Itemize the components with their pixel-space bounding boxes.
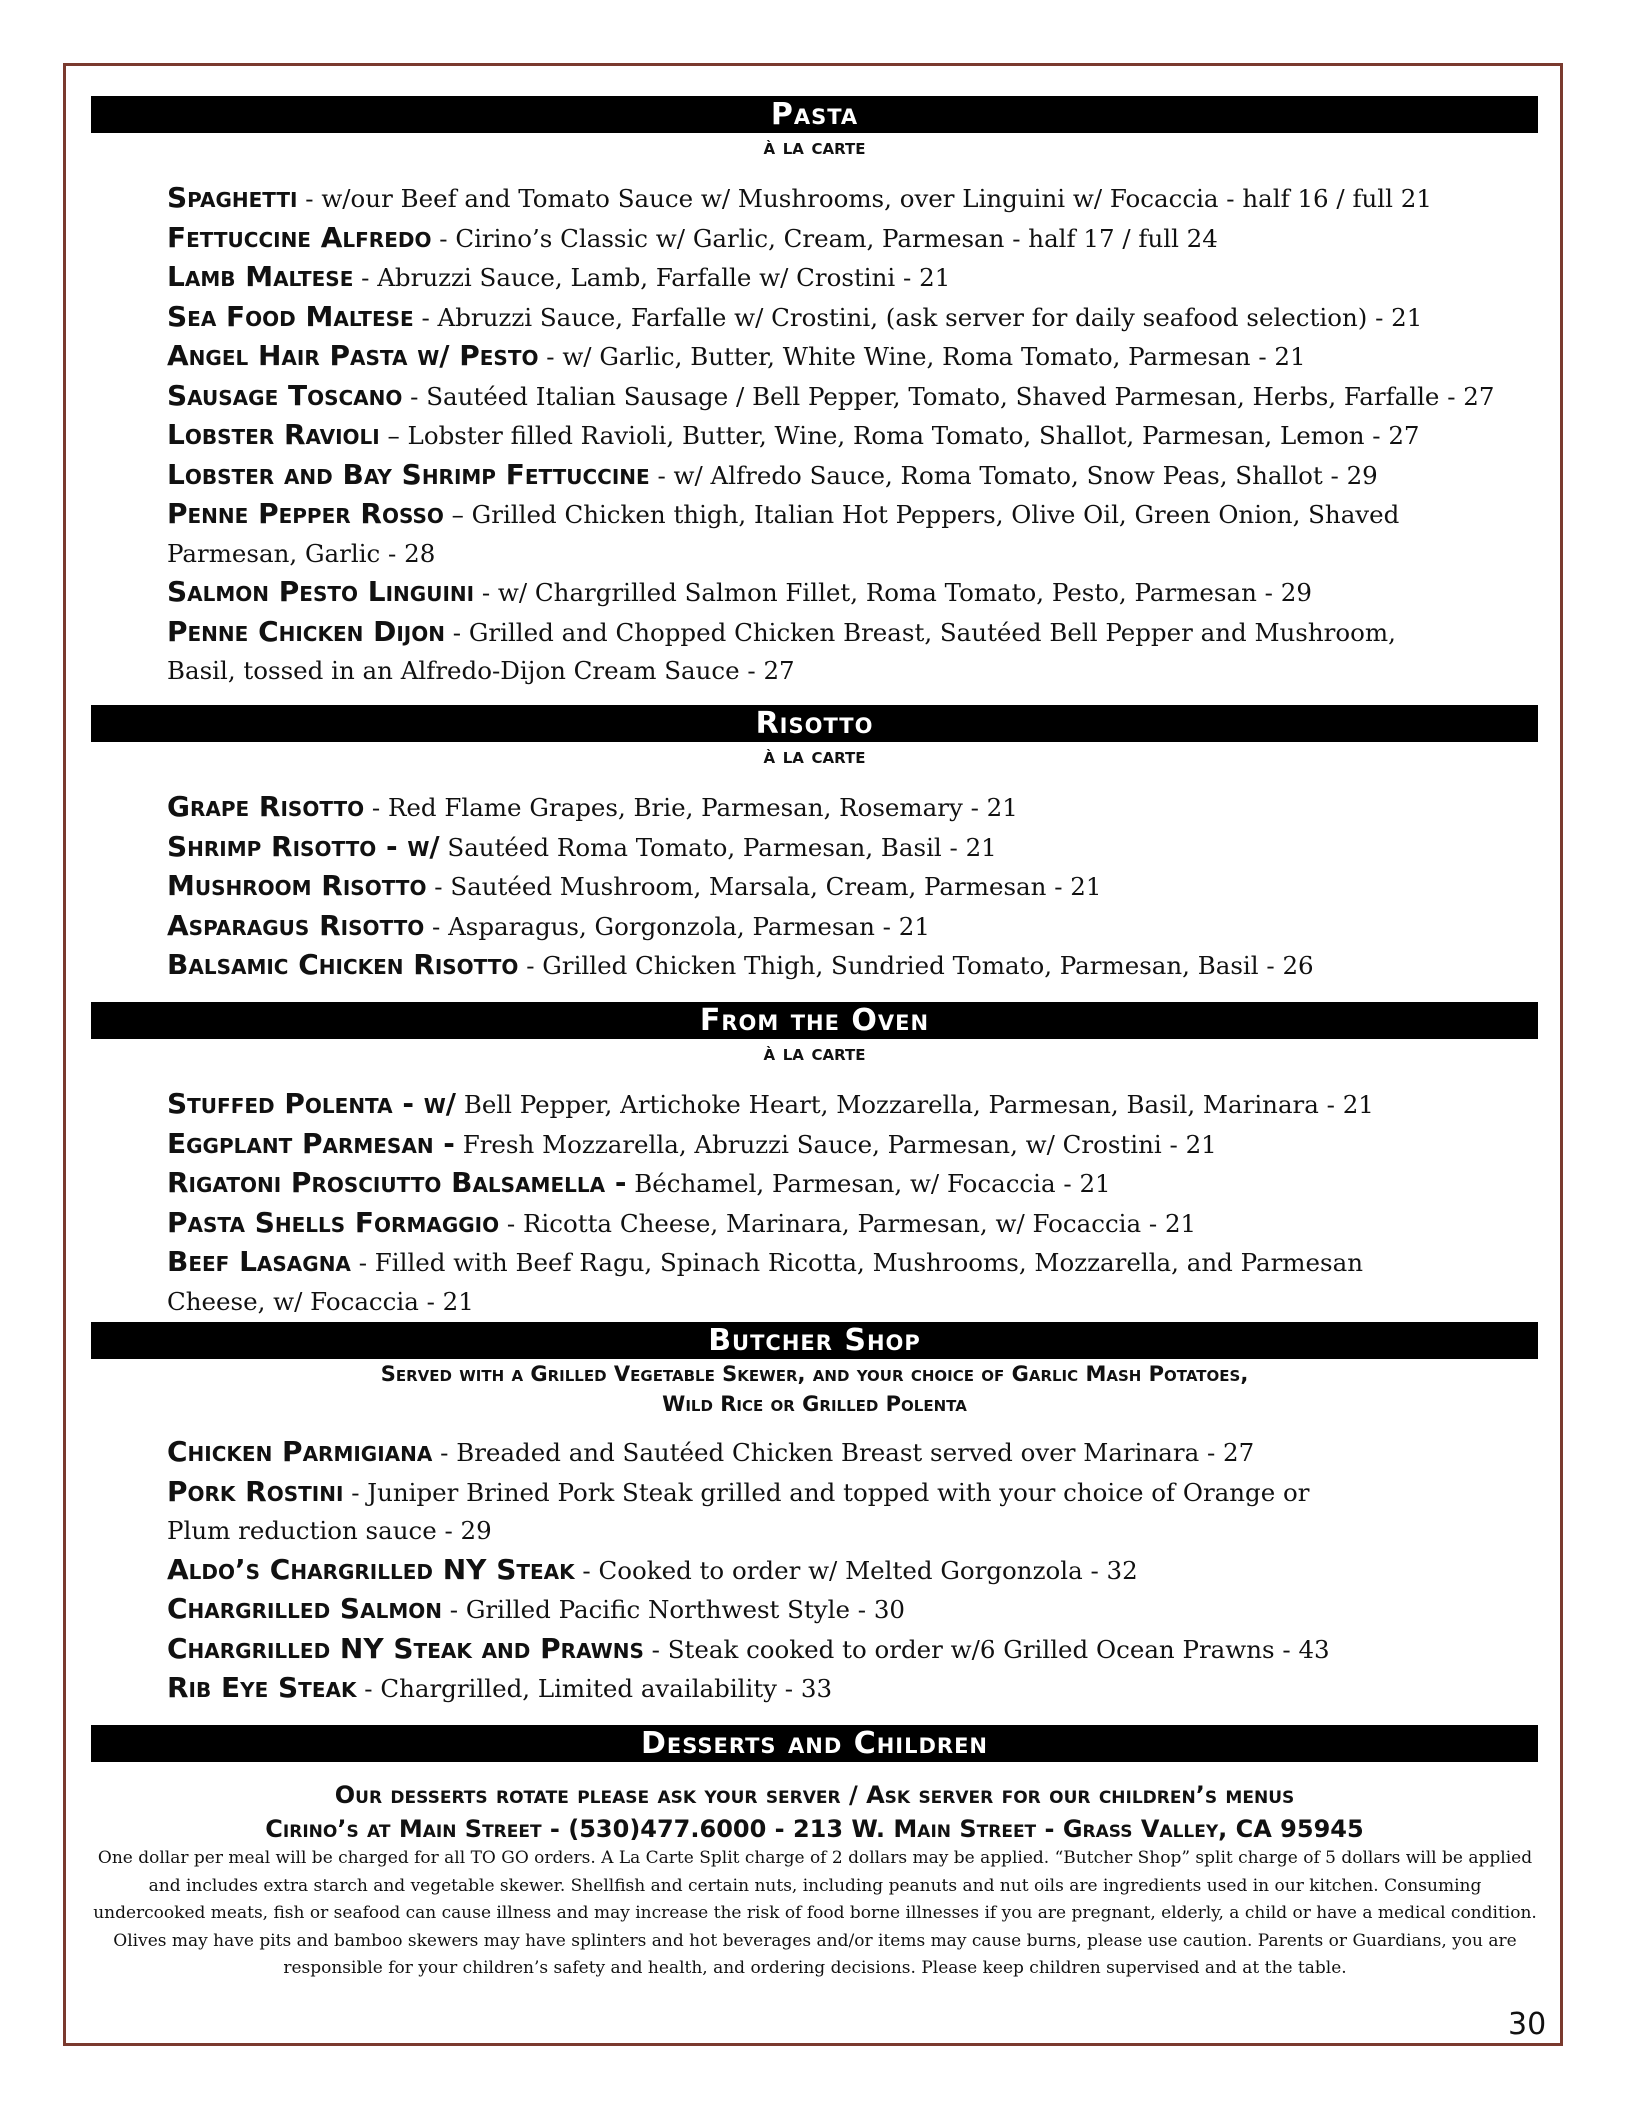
item-desc: Bell Pepper, Artichoke Heart, Mozzarella, Parmesan, Basil, Marinara - 21	[456, 1090, 1374, 1119]
item-desc: - Filled with Beef Ragu, Spinach Ricotta, Mushrooms, Mozzarella, and Parmesan Cheese, w/ Focaccia - 21	[167, 1248, 1363, 1316]
item-name: Mushroom Risotto	[167, 869, 427, 902]
item-desc: - Grilled Pacific Northwest Style - 30	[441, 1595, 906, 1624]
menu-item	[167, 1551, 1538, 1591]
item-desc: – Grilled Chicken thigh, Italian Hot Peppers, Olive Oil, Green Onion, Shaved Parmesan, Garlic - 28	[167, 500, 1400, 568]
item-desc: - Cooked to order w/ Melted Gorgonzola - 32	[574, 1555, 1138, 1585]
menu-item	[167, 298, 1538, 338]
menu-item	[167, 788, 1538, 828]
section-butcher	[91, 1322, 1538, 1709]
page-number: 30	[1508, 2007, 1547, 2042]
menu-item	[167, 1630, 1538, 1670]
menu-item	[167, 1125, 1538, 1165]
item-name: Shrimp Risotto - w/	[167, 829, 440, 863]
section-title-risotto: Risotto	[91, 705, 1538, 742]
menu-item	[167, 1204, 1538, 1244]
menu-list-butcher	[91, 1433, 1538, 1709]
item-name: Spaghetti	[167, 181, 298, 214]
item-desc: Béchamel, Parmesan, w/ Focaccia - 21	[626, 1169, 1111, 1198]
item-name: Chargrilled Salmon	[167, 1592, 442, 1625]
menu-list-risotto	[91, 788, 1538, 986]
section-pasta	[91, 96, 1538, 691]
desserts-note: Our desserts rotate please ask your server / Ask server for our children’s menus	[334, 1781, 1295, 1809]
menu-item	[167, 1669, 1538, 1709]
item-desc: - Red Flame Grapes, Brie, Parmesan, Rosemary - 21	[364, 793, 1018, 822]
section-risotto	[91, 705, 1538, 986]
item-name: Balsamic Chicken Risotto	[167, 948, 519, 981]
menu-item	[167, 1473, 1538, 1551]
menu-item	[167, 1590, 1538, 1630]
menu-item	[167, 907, 1538, 947]
menu-item	[167, 495, 1538, 573]
item-name: Lobster and Bay Shrimp Fettuccine	[167, 457, 650, 491]
section-subtitle-butcher-1: Served with a Grilled Vegetable Skewer, and your choice of Garlic Mash Potatoes,	[380, 1362, 1249, 1386]
item-name: Asparagus Risotto	[167, 908, 425, 942]
item-desc: - Ricotta Cheese, Marinara, Parmesan, w/ Focaccia - 21	[499, 1208, 1197, 1238]
item-desc: Sautéed Roma Tomato, Parmesan, Basil - 21	[439, 832, 997, 862]
menu-item	[167, 219, 1538, 259]
item-desc: Fresh Mozzarella, Abruzzi Sauce, Parmesan, w/ Crostini - 21	[454, 1129, 1217, 1159]
menu-item	[167, 867, 1538, 907]
item-desc: - w/ Chargrilled Salmon Fillet, Roma Tomato, Pesto, Parmesan - 29	[474, 578, 1312, 607]
restaurant-contact-line: Cirino’s at Main Street - (530)477.6000 - 213 W. Main Street - Grass Valley, CA 95945	[265, 1815, 1364, 1843]
section-subtitle-butcher-2: Wild Rice or Grilled Polenta	[662, 1392, 967, 1416]
item-name: Sausage Toscano	[167, 378, 403, 412]
menu-item	[167, 1164, 1538, 1204]
item-desc: - Abruzzi Sauce, Farfalle w/ Crostini, (ask server for daily seafood selection) - 21	[413, 302, 1423, 332]
section-subtitle-risotto: à la carte	[763, 744, 866, 769]
item-name: Lamb Maltese	[167, 260, 354, 293]
item-name: Sea Food Maltese	[167, 299, 414, 333]
menu-item	[167, 1433, 1538, 1473]
item-desc: - Breaded and Sautéed Chicken Breast served over Marinara - 27	[432, 1438, 1255, 1467]
item-name: Penne Pepper Rosso	[167, 497, 444, 530]
item-name: Rigatoni Prosciutto Balsamella -	[167, 1166, 627, 1199]
item-desc: - Grilled Chicken Thigh, Sundried Tomato, Parmesan, Basil - 26	[518, 951, 1314, 980]
item-desc: - Steak cooked to order w/6 Grilled Ocean Prawns - 43	[643, 1634, 1330, 1664]
menu-item	[167, 1085, 1538, 1125]
item-name: Stuffed Polenta - w/	[167, 1087, 457, 1120]
section-title-oven: From the Oven	[91, 1002, 1538, 1039]
item-desc: - Grilled and Chopped Chicken Breast, Sautéed Bell Pepper and Mushroom, Basil, tossed in an Alfredo-Dijon Cream Sauce - 27	[167, 617, 1396, 685]
item-desc: - Cirino’s Classic w/ Garlic, Cream, Parmesan - half 17 / full 24	[431, 223, 1218, 253]
menu-item	[167, 613, 1538, 691]
item-desc: - Sautéed Italian Sausage / Bell Pepper, Tomato, Shaved Parmesan, Herbs, Farfalle - 27	[402, 381, 1495, 411]
section-subtitle-oven: à la carte	[763, 1041, 866, 1066]
item-desc: - Sautéed Mushroom, Marsala, Cream, Parmesan - 21	[426, 872, 1102, 901]
item-name: Rib Eye Steak	[167, 1671, 357, 1704]
section-subtitle-pasta: à la carte	[763, 135, 866, 160]
item-name: Salmon Pesto Linguini	[167, 575, 475, 608]
menu-list-pasta	[91, 179, 1538, 691]
menu-list-oven	[91, 1085, 1538, 1321]
item-name: Pork Rostini	[167, 1474, 344, 1508]
item-name: Penne Chicken Dijon	[167, 614, 445, 648]
item-name: Grape Risotto	[167, 790, 365, 823]
item-name: Eggplant Parmesan -	[167, 1126, 455, 1160]
item-name: Chicken Parmigiana	[167, 1435, 433, 1468]
section-desserts	[91, 1725, 1538, 1846]
item-name: Aldo’s Chargrilled NY Steak	[167, 1552, 575, 1586]
item-desc: - w/ Alfredo Sauce, Roma Tomato, Snow Peas, Shallot - 29	[649, 460, 1378, 490]
menu-item	[167, 258, 1538, 298]
item-desc: - Asparagus, Gorgonzola, Parmesan - 21	[424, 911, 930, 941]
item-name: Beef Lasagna	[167, 1245, 351, 1278]
disclaimer-text: One dollar per meal will be charged for all TO GO orders. A La Carte Split charge of 2 dollars may be applied. “Butcher Shop” split charge of 5 dollars will be applied and includes extra starch and vegetable skewer. Shellfish and certain nuts, including peanuts and nut oils are ingredients used in our kitchen. Consuming undercooked meats, fish or seafood can cause illness and may increase the risk of food borne illnesses if you are pregnant, elderly, a child or have a medical condition. Olives may have pits and bamboo skewers may have splinters and hot beverages and/or items may cause burns, please use caution. Parents or Guardians, you are responsible for your children’s safety and health, and ordering decisions. Please keep children supervised and at the table.	[93, 1848, 1537, 1978]
item-desc: - Chargrilled, Limited availability - 33	[356, 1674, 833, 1703]
item-desc: – Lobster filled Ravioli, Butter, Wine, Roma Tomato, Shallot, Parmesan, Lemon - 27	[379, 421, 1420, 450]
menu-item	[167, 179, 1538, 219]
section-title-desserts: Desserts and Children	[91, 1725, 1538, 1762]
menu-item	[167, 828, 1538, 868]
item-name: Angel Hair Pasta w/ Pesto	[167, 339, 539, 372]
menu-item	[167, 573, 1538, 613]
menu-item	[167, 946, 1538, 986]
item-name: Fettuccine Alfredo	[167, 220, 432, 254]
menu-item	[167, 456, 1538, 496]
item-desc: - Juniper Brined Pork Steak grilled and topped with your choice of Orange or Plum reduction sauce - 29	[167, 1477, 1310, 1545]
menu-item	[167, 416, 1538, 456]
menu-item	[167, 1243, 1538, 1321]
section-title-pasta: Pasta	[91, 96, 1538, 133]
item-desc: - w/our Beef and Tomato Sauce w/ Mushrooms, over Linguini w/ Focaccia - half 16 / full 21	[297, 184, 1432, 213]
menu-item	[167, 337, 1538, 377]
item-desc: - Abruzzi Sauce, Lamb, Farfalle w/ Crostini - 21	[353, 263, 951, 292]
menu-item	[167, 377, 1538, 417]
section-oven	[91, 1002, 1538, 1321]
item-name: Pasta Shells Formaggio	[167, 1205, 500, 1239]
item-name: Chargrilled NY Steak and Prawns	[167, 1631, 644, 1665]
item-name: Lobster Ravioli	[167, 418, 380, 451]
section-title-butcher: Butcher Shop	[91, 1322, 1538, 1359]
item-desc: - w/ Garlic, Butter, White Wine, Roma Tomato, Parmesan - 21	[538, 342, 1306, 371]
